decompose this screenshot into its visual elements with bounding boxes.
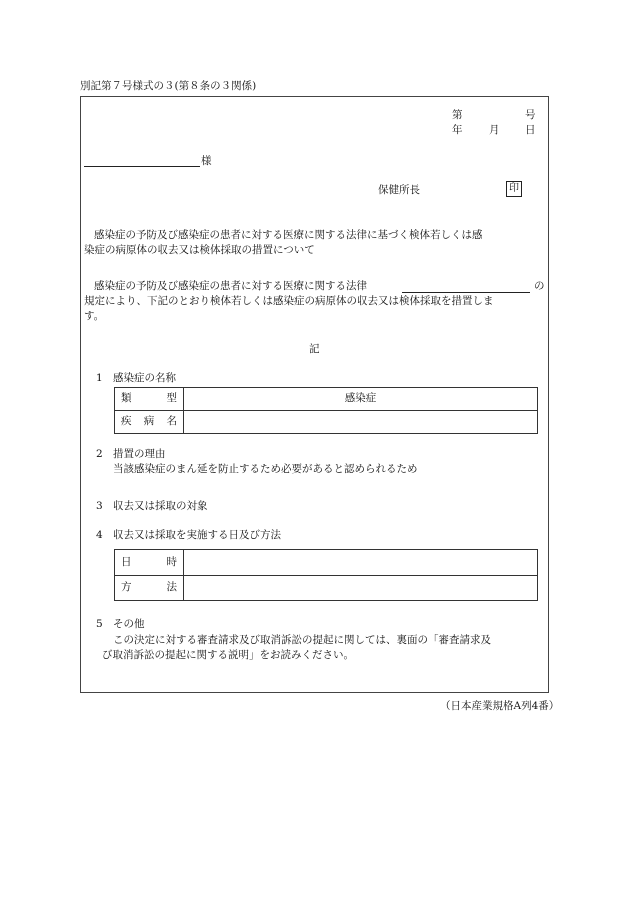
disease-name-label: 疾 病 名	[115, 411, 184, 434]
section-2-number: 2	[96, 448, 103, 460]
section-3-number: 3	[96, 500, 103, 512]
body-line-2: 規定により、下記のとおり検体若しくは感染症の病原体の収去又は検体採取を措置しま	[84, 295, 494, 307]
ki-heading: 記	[309, 343, 320, 355]
datetime-label: 日 時	[115, 550, 184, 576]
section-5-title: その他	[113, 618, 145, 630]
subject-line-2: 染症の病原体の収去又は検体採取の措置について	[84, 244, 315, 256]
section-4-number: 4	[96, 529, 103, 541]
issuer: 保健所長	[378, 184, 420, 196]
section-5-text-line-1: この決定に対する審査請求及び取消訴訟の提起に関しては、裏面の「審査請求及	[113, 634, 491, 646]
type-value: 感染症	[184, 388, 538, 411]
disease-name-value	[184, 411, 538, 434]
seal-mark: 印	[506, 181, 522, 197]
section-1-number: 1	[96, 372, 103, 384]
paper-size-note: （日本産業規格A列4番）	[440, 700, 560, 712]
section-4-title: 収去又は採取を実施する日及び方法	[113, 529, 281, 541]
method-label: 方 法	[115, 576, 184, 601]
method-value	[184, 576, 538, 601]
disease-table	[114, 387, 538, 434]
section-2-title: 措置の理由	[113, 448, 166, 460]
section-5-number: 5	[96, 618, 103, 630]
section-3-title: 収去又は採取の対象	[113, 500, 208, 512]
number-suffix: 号	[525, 109, 536, 121]
year-label: 年	[452, 124, 463, 136]
law-article-blank	[402, 292, 530, 293]
section-1-title: 感染症の名称	[113, 372, 176, 384]
form-id: 別記第７号様式の３(第８条の３関係)	[80, 80, 257, 92]
body-line-1-suffix: の	[534, 280, 545, 292]
day-label: 日	[525, 124, 536, 136]
addressee-suffix: 様	[201, 155, 212, 167]
type-label: 類 型	[115, 388, 184, 411]
section-2-text: 当該感染症のまん延を防止するため必要があると認められるため	[113, 463, 418, 475]
subject-line-1: 感染症の予防及び感染症の患者に対する医療に関する法律に基づく検体若しくは感	[94, 229, 483, 241]
addressee-line	[84, 166, 200, 167]
body-line-3: す。	[84, 310, 105, 322]
section-5-text-line-2: び取消訴訟の提起に関する説明」をお読みください。	[102, 649, 354, 661]
number-label: 第	[452, 109, 463, 121]
body-line-1-prefix: 感染症の予防及び感染症の患者に対する医療に関する法律	[94, 280, 367, 292]
datetime-method-table	[114, 549, 538, 601]
month-label: 月	[489, 124, 500, 136]
datetime-value	[184, 550, 538, 576]
